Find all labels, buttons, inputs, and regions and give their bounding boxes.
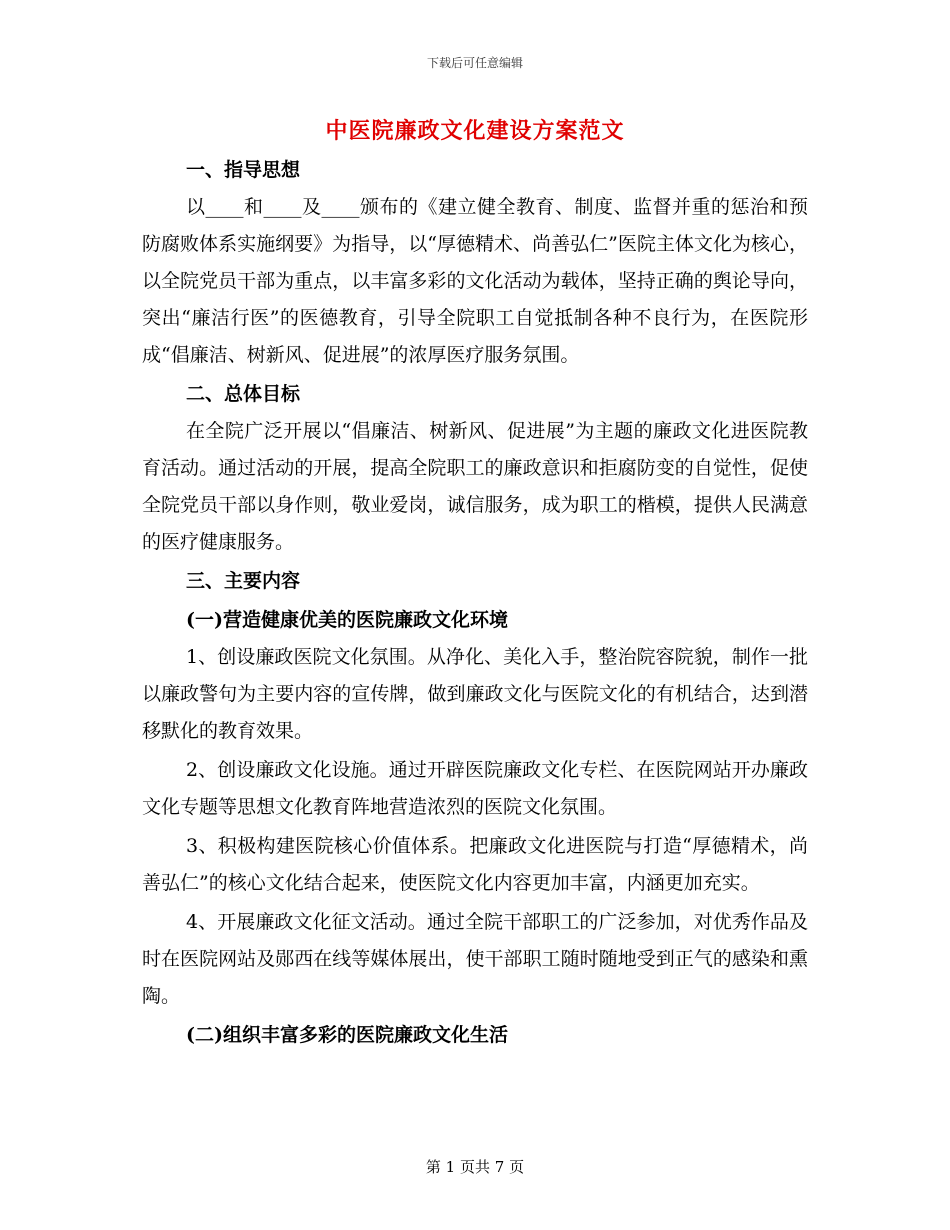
document-title: 中医院廉政文化建设方案范文: [325, 118, 625, 144]
document-body: [142, 150, 808, 1054]
list-item-essay-activity: 4、开展廉政文化征文活动。通过全院干部职工的广泛参加，对优秀作品及时在医院网站及郧西在线等媒体展出，使干部职工随时随地受到正气的感染和熏陶。: [142, 911, 808, 1007]
section-heading-guiding-ideology: 一、指导思想: [186, 159, 301, 181]
section-heading-main-content: 三、主要内容: [186, 570, 301, 592]
page-footer: 第 1 页共 7 页: [425, 1158, 525, 1176]
list-item-core-values: 3、积极构建医院核心价值体系。把廉政文化进医院与打造“厚德精术，尚善弘仁”的核心文化结合起来，使医院文化内容更加丰富，内涵更加充实。: [142, 835, 808, 894]
list-item-atmosphere: 1、创设廉政医院文化氛围。从净化、美化入手，整治院容院貌，制作一批以廉政警句为主要内容的宣传牌，做到廉政文化与医院文化的有机结合，达到潜移默化的教育效果。: [142, 646, 808, 742]
subheading-environment: (一)营造健康优美的医院廉政文化环境: [186, 609, 508, 631]
header-note: 下载后可任意编辑: [426, 56, 523, 70]
list-item-facilities: 2、创设廉政文化设施。通过开辟医院廉政文化专栏、在医院网站开办廉政文化专题等思想文化教育阵地营造浓烈的医院文化氛围。: [142, 759, 808, 818]
section-heading-overall-goal: 二、总体目标: [186, 383, 301, 405]
paragraph-overall-goal: 在全院广泛开展以“倡廉洁、树新风、促进展”为主题的廉政文化进医院教育活动。通过活动的开展，提高全院职工的廉政意识和拒腐防变的自觉性，促使全院党员干部以身作则，敬业爱岗，诚信服务，成为职工的楷模，提供人民满意的医疗健康服务。: [142, 420, 808, 553]
paragraph-guiding-ideology: 以____和____及____颁布的《建立健全教育、制度、监督并重的惩治和预防腐败体系实施纲要》为指导，以“厚德精术、尚善弘仁”医院主体文化为核心，以全院党员干部为重点，以丰富多彩的文化活动为载体，坚持正确的舆论导向，突出“廉洁行医”的医德教育，引导全院职工自觉抵制各种不良行为，在医院形成“倡廉洁、树新风、促进展”的浓厚医疗服务氛围。: [142, 196, 808, 366]
subheading-cultural-life: (二)组织丰富多彩的医院廉政文化生活: [186, 1024, 508, 1046]
